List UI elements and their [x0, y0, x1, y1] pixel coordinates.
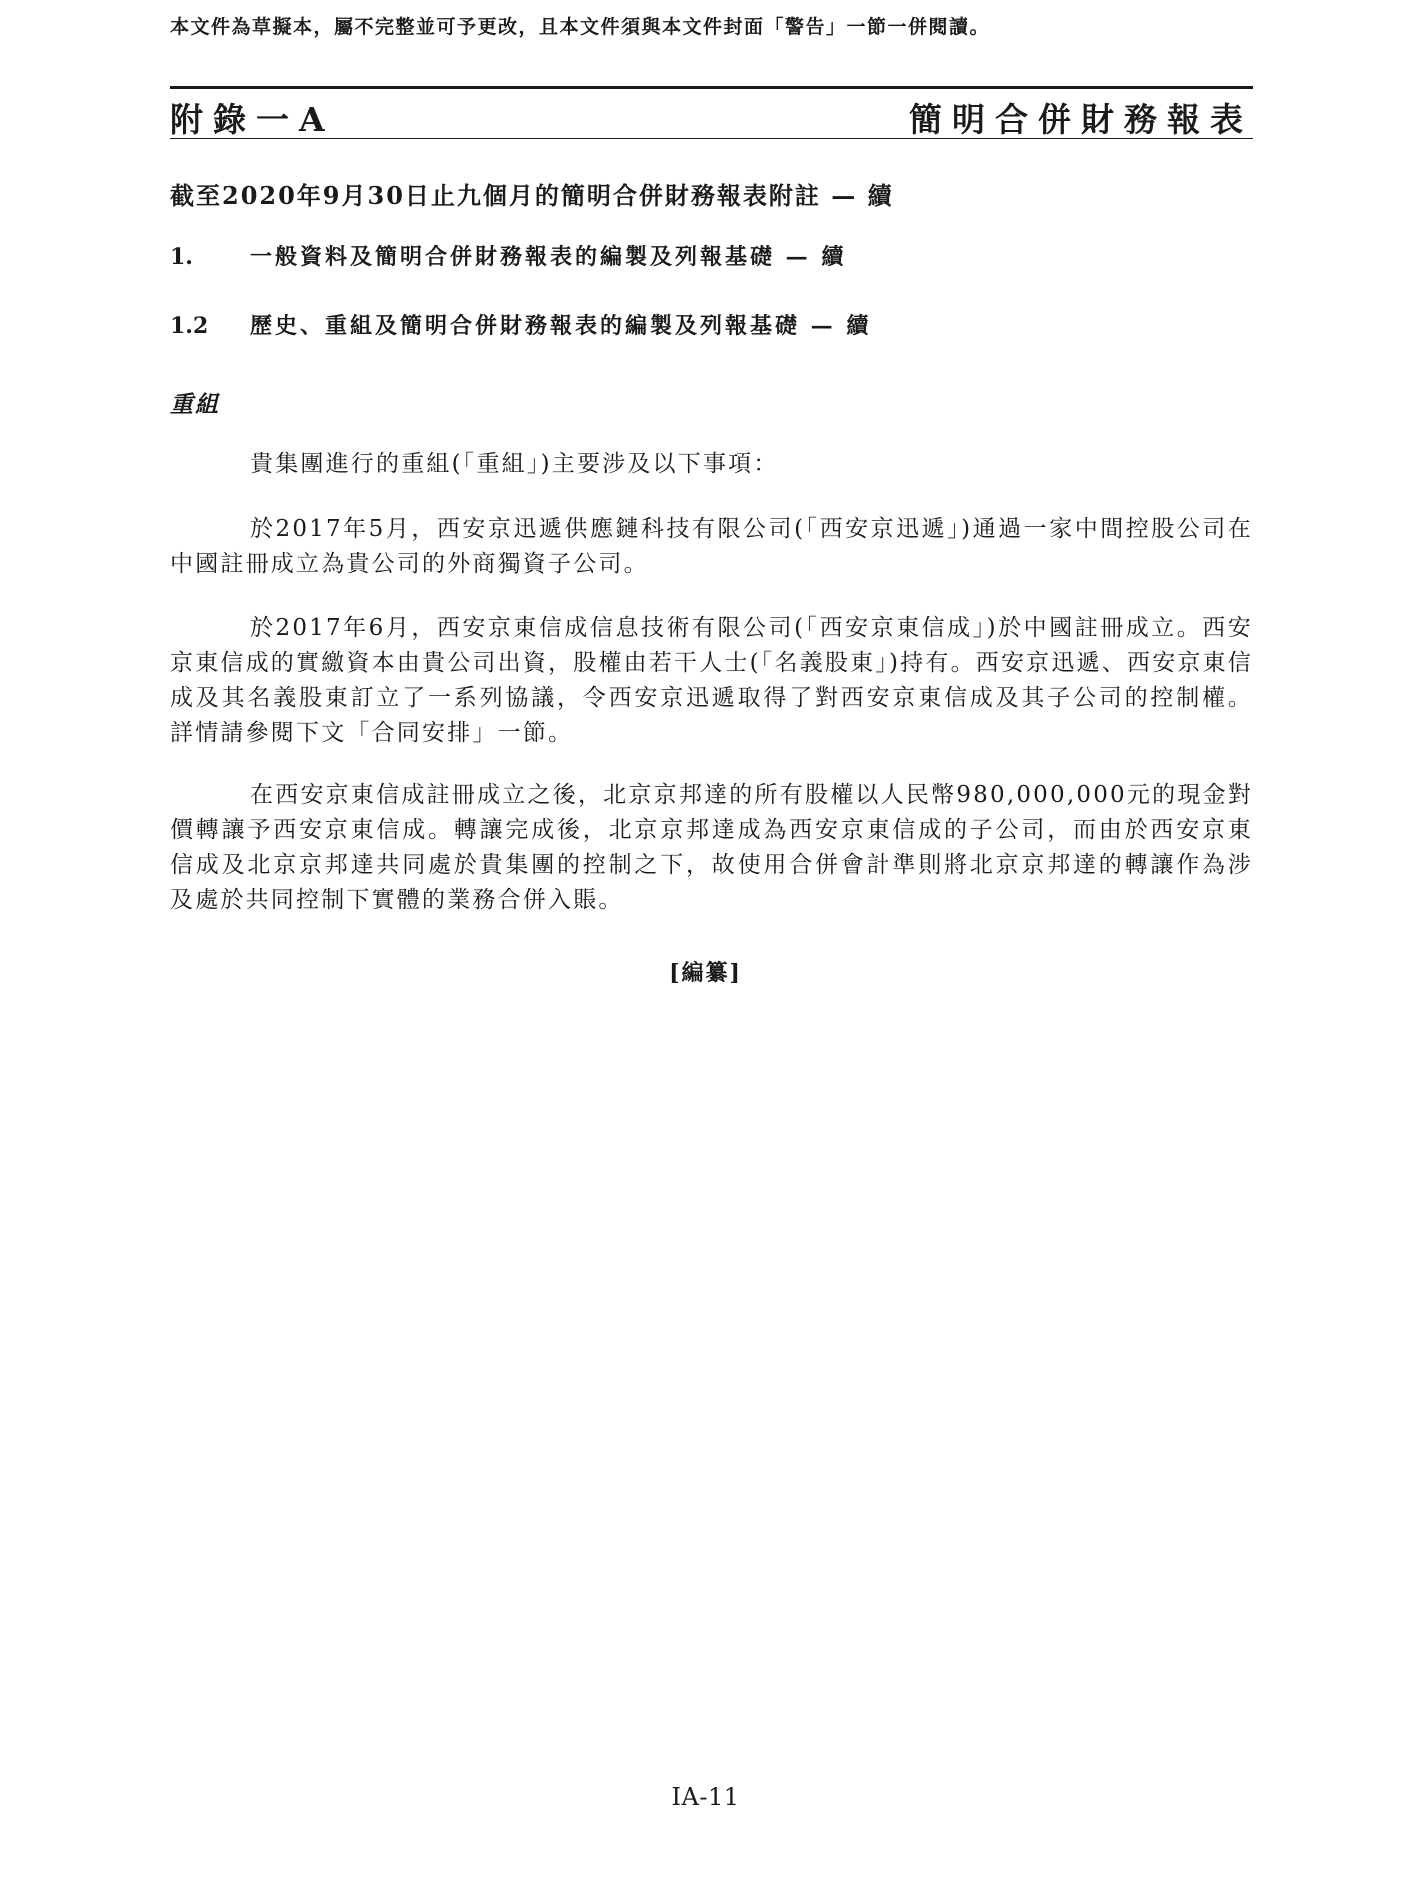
- redacted-marker: [編纂]: [669, 960, 742, 986]
- appendix-label: 附錄一A: [170, 100, 335, 139]
- draft-warning-banner: 本文件為草擬本，屬不完整並可予更改，且本文件須與本文件封面「警告」一節一併閱讀。: [170, 16, 991, 38]
- reorganization-heading: 重組: [170, 391, 220, 418]
- subsection-heading: [170, 309, 871, 340]
- body-paragraph: 於2017年6月，西安京東信成信息技術有限公司(「西安京東信成」)於中國註冊成立。西安京東信成的實繳資本由貴公司出資，股權由若干人士(「名義股東」)持有。西安京迅遞、西安京東信成及其名義股東訂立了一系列協議，令西安京迅遞取得了對西安京東信成及其子公司的控制權。詳情請參閱下文「合同安排」一節。: [170, 615, 1253, 746]
- section-number: 1.2: [170, 313, 209, 339]
- notes-subtitle: 截至2020年9月30日止九個月的簡明合併財務報表附註 — 續: [170, 181, 894, 210]
- section-title: 歷史、重組及簡明合併財務報表的編製及列報基礎 — 續: [250, 313, 872, 339]
- page-number: IA-11: [671, 1783, 740, 1811]
- appendix-title: 簡明合併財務報表: [909, 100, 1253, 139]
- body-paragraph: 在西安京東信成註冊成立之後，北京京邦達的所有股權以人民幣980,000,000元的現金對價轉讓予西安京東信成。轉讓完成後，北京京邦達成為西安京東信成的子公司，而由於西安京東信成及北京京邦達共同處於貴集團的控制之下，故使用合併會計準則將北京京邦達的轉讓作為涉及處於共同控制下實體的業務合併入賬。: [170, 782, 1253, 913]
- header-top-rule: [170, 86, 1253, 89]
- section-number: 1.: [170, 244, 193, 270]
- section-heading: [170, 240, 846, 271]
- body-paragraph: 貴集團進行的重組(「重組」)主要涉及以下事項：: [250, 451, 779, 477]
- header-bottom-rule: [170, 138, 1253, 139]
- body-paragraph: 於2017年5月，西安京迅遞供應鏈科技有限公司(「西安京迅遞」)通過一家中間控股公司在中國註冊成立為貴公司的外商獨資子公司。: [170, 516, 1253, 577]
- section-title: 一般資料及簡明合併財務報表的編製及列報基礎 — 續: [250, 244, 847, 270]
